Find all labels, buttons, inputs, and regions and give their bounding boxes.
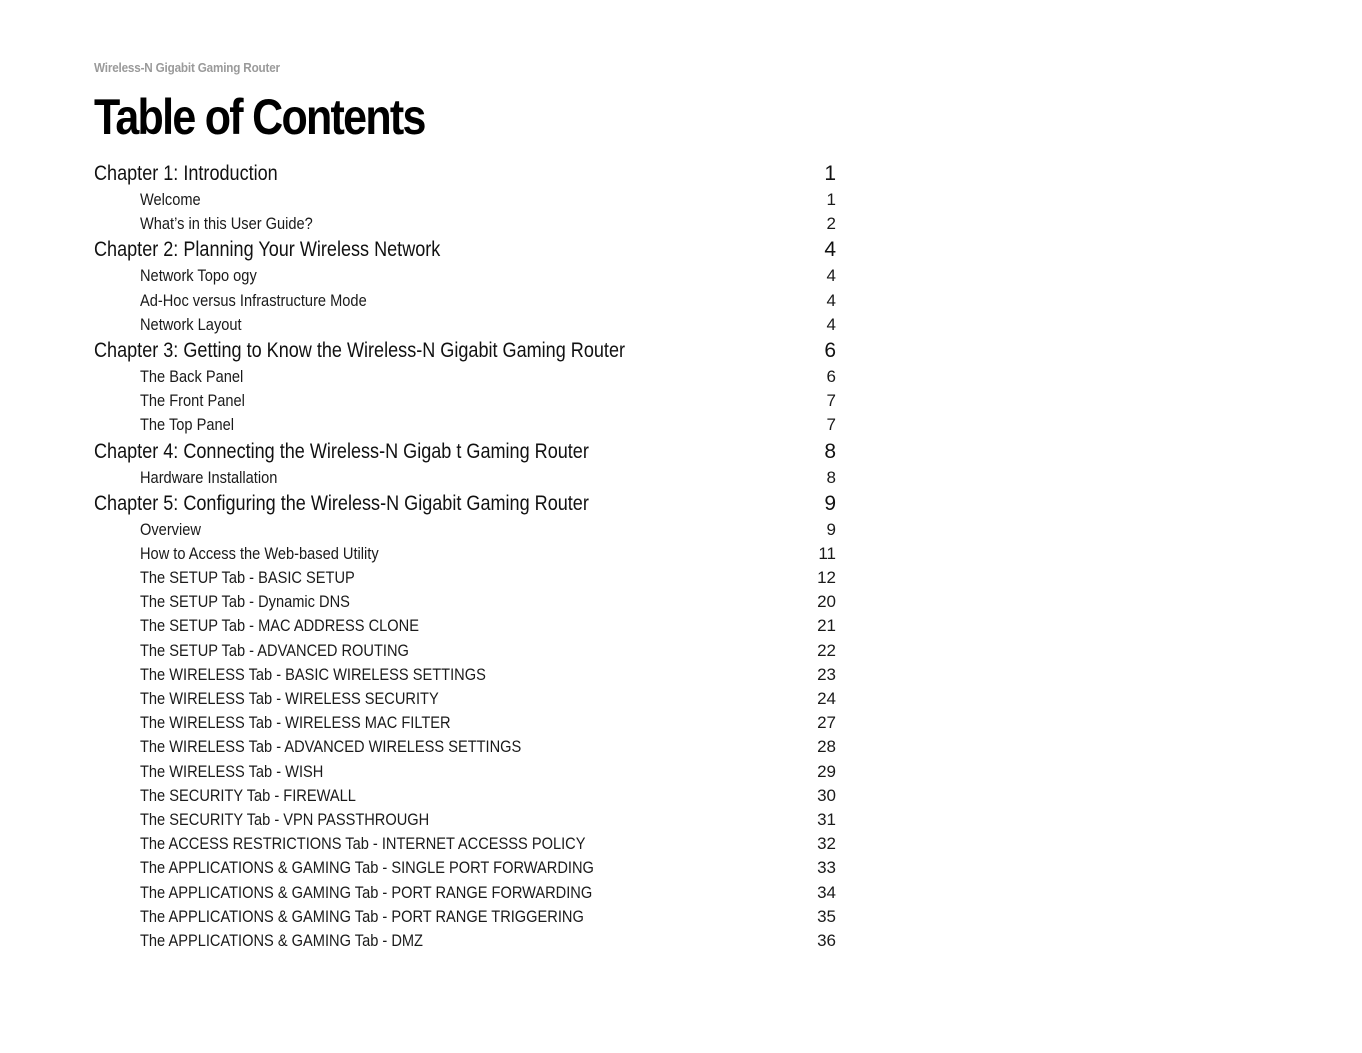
table-of-contents: [94, 160, 836, 953]
section-title: The WIRELESS Tab - WIRELESS SECURITY: [140, 689, 439, 708]
section-title: The SETUP Tab - BASIC SETUP: [140, 568, 355, 588]
section-title: The WIRELESS Tab - WIRELESS MAC FILTER: [140, 713, 451, 733]
section-title: The SECURITY Tab - VPN PASSTHROUGH: [140, 809, 430, 829]
section-title: The WIRELESS Tab - BASIC WIRELESS SETTINGS: [140, 664, 486, 684]
section-page-number: 20: [817, 592, 836, 612]
section-title: The SETUP Tab - ADVANCED ROUTING: [140, 640, 409, 660]
chapter-page-number: 1: [824, 162, 836, 185]
section-title: The WIRELESS Tab - WISH: [140, 761, 324, 781]
section-page-number: 22: [817, 640, 836, 660]
section-page-number: 24: [817, 689, 836, 708]
running-header: Wireless-N Gigabit Gaming Router: [94, 60, 280, 75]
toc-section-entry[interactable]: [94, 542, 836, 566]
toc-section-entry[interactable]: [94, 784, 836, 808]
section-page-number: 11: [818, 543, 836, 563]
section-page-number: 23: [817, 664, 836, 684]
toc-section-entry[interactable]: [94, 466, 836, 490]
toc-section-entry[interactable]: [94, 313, 836, 337]
toc-section-entry[interactable]: [94, 188, 836, 212]
toc-section-entry[interactable]: [94, 663, 836, 687]
section-title: The APPLICATIONS & GAMING Tab - PORT RANGE FORWARDING: [140, 882, 593, 902]
chapter-title: Chapter 4: Connecting the Wireless-N Gigab t Gaming Router: [94, 439, 589, 463]
section-page-number: 4: [826, 314, 836, 334]
section-page-number: 1: [826, 190, 836, 209]
toc-section-entry[interactable]: [94, 760, 836, 784]
toc-section-entry[interactable]: [94, 590, 836, 614]
toc-section-entry[interactable]: [94, 639, 836, 663]
page-title: Table of Contents: [94, 89, 425, 145]
section-page-number: 4: [826, 290, 836, 310]
section-page-number: 35: [817, 906, 836, 926]
section-page-number: 21: [817, 616, 836, 636]
section-title: Network Layout: [140, 314, 242, 334]
section-page-number: 7: [826, 415, 836, 435]
chapter-title: Chapter 3: Getting to Know the Wireless-N Gigabit Gaming Router: [94, 338, 626, 362]
section-page-number: 9: [826, 519, 836, 539]
toc-chapter-entry[interactable]: [94, 490, 836, 518]
section-page-number: 31: [817, 809, 836, 829]
section-title: The APPLICATIONS & GAMING Tab - DMZ: [140, 930, 423, 950]
toc-section-entry[interactable]: [94, 289, 836, 313]
section-title: The ACCESS RESTRICTIONS Tab - INTERNET ACCESSS POLICY: [140, 834, 586, 854]
section-title: The SECURITY Tab - FIREWALL: [140, 785, 356, 805]
chapter-title: Chapter 1: Introduction: [94, 162, 278, 185]
toc-chapter-entry[interactable]: [94, 337, 836, 365]
toc-section-entry[interactable]: [94, 413, 836, 437]
toc-section-entry[interactable]: [94, 905, 836, 929]
toc-section-entry[interactable]: [94, 711, 836, 735]
toc-section-entry[interactable]: [94, 735, 836, 759]
section-title: The Back Panel: [140, 366, 244, 386]
chapter-page-number: 4: [824, 238, 836, 262]
section-page-number: 7: [826, 391, 836, 411]
section-page-number: 6: [826, 366, 836, 386]
section-title: The SETUP Tab - MAC ADDRESS CLONE: [140, 616, 419, 636]
chapter-title: Chapter 2: Planning Your Wireless Network: [94, 238, 441, 262]
section-title: The Front Panel: [140, 391, 245, 411]
toc-section-entry[interactable]: [94, 566, 836, 590]
section-page-number: 32: [817, 834, 836, 854]
section-title: Hardware Installation: [140, 467, 278, 487]
section-title: The SETUP Tab - Dynamic DNS: [140, 592, 350, 612]
toc-section-entry[interactable]: [94, 881, 836, 905]
section-page-number: 28: [817, 737, 836, 757]
toc-chapter-entry[interactable]: [94, 236, 836, 264]
toc-section-entry[interactable]: [94, 389, 836, 413]
section-page-number: 30: [817, 785, 836, 805]
chapter-title: Chapter 5: Configuring the Wireless-N Gigabit Gaming Router: [94, 491, 589, 515]
section-title: How to Access the Web-based Utility: [140, 543, 379, 563]
section-title: Ad-Hoc versus Infrastructure Mode: [140, 290, 367, 310]
section-title: Network Topo ogy: [140, 266, 257, 286]
section-page-number: 8: [826, 467, 836, 487]
chapter-page-number: 6: [824, 338, 836, 362]
section-title: What’s in this User Guide?: [140, 214, 313, 234]
chapter-page-number: 8: [824, 439, 836, 463]
section-page-number: 36: [817, 930, 836, 950]
toc-section-entry[interactable]: [94, 264, 836, 288]
section-page-number: 33: [817, 858, 836, 878]
toc-section-entry[interactable]: [94, 614, 836, 638]
toc-section-entry[interactable]: [94, 856, 836, 880]
section-title: The WIRELESS Tab - ADVANCED WIRELESS SETTINGS: [140, 737, 522, 757]
section-title: Welcome: [140, 190, 201, 209]
toc-section-entry[interactable]: [94, 929, 836, 953]
section-title: The APPLICATIONS & GAMING Tab - SINGLE PORT FORWARDING: [140, 858, 594, 878]
toc-section-entry[interactable]: [94, 832, 836, 856]
toc-chapter-entry[interactable]: [94, 160, 836, 188]
toc-section-entry[interactable]: [94, 687, 836, 711]
section-title: The Top Panel: [140, 415, 235, 435]
section-page-number: 12: [817, 568, 836, 588]
section-page-number: 2: [826, 214, 836, 234]
section-page-number: 27: [817, 713, 836, 733]
section-page-number: 34: [817, 882, 836, 902]
section-title: The APPLICATIONS & GAMING Tab - PORT RANGE TRIGGERING: [140, 906, 584, 926]
section-page-number: 29: [817, 761, 836, 781]
toc-section-entry[interactable]: [94, 808, 836, 832]
toc-section-entry[interactable]: [94, 365, 836, 389]
toc-section-entry[interactable]: [94, 212, 836, 236]
chapter-page-number: 9: [824, 491, 836, 515]
section-page-number: 4: [826, 266, 836, 286]
section-title: Overview: [140, 519, 201, 539]
toc-chapter-entry[interactable]: [94, 438, 836, 466]
toc-section-entry[interactable]: [94, 518, 836, 542]
